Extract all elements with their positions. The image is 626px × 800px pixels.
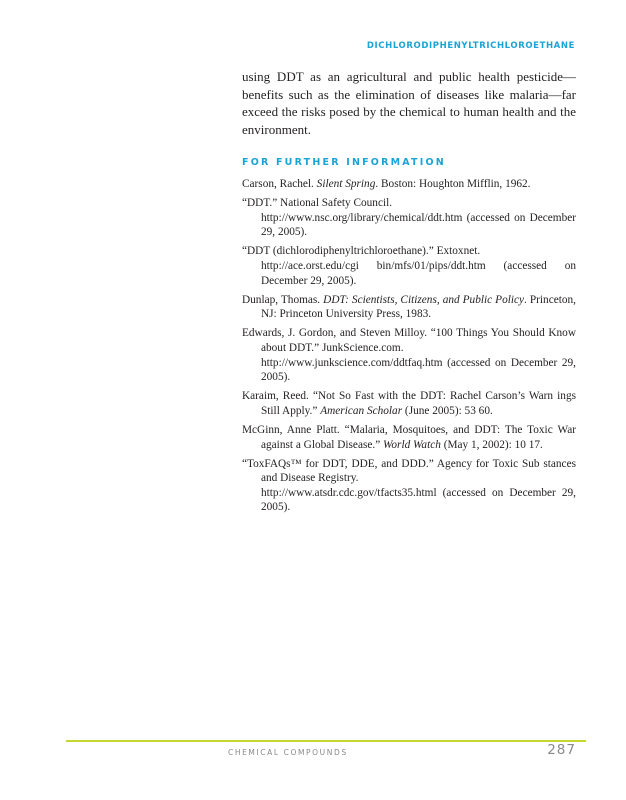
body-paragraph: using DDT as an agricultural and public health pesticide—benefits such as the elimination of diseases like malaria—far exceed the risks posed by the chemical to human health and the environment. bbox=[242, 69, 576, 137]
footer-rule bbox=[66, 740, 586, 742]
reference-list bbox=[242, 177, 576, 519]
section-heading: FOR FURTHER INFORMATION bbox=[242, 157, 446, 168]
reference-item: Dunlap, Thomas. DDT: Scientists, Citizens, and Public Policy. Princeton, NJ: Princeton University Press, 1983. bbox=[242, 293, 576, 321]
reference-url: http://www.junkscience.com/ddtfaq.htm (accessed on December 29, 2005). bbox=[261, 356, 576, 384]
reference-url: http://www.atsdr.cdc.gov/tfacts35.html (accessed on December 29, 2005). bbox=[261, 486, 576, 514]
reference-item: “ToxFAQs™ for DDT, DDE, and DDD.” Agency for Toxic Sub stances and Disease Registry. http://www.atsdr.cdc.gov/tfacts35.html (accessed on December 29, 2005). bbox=[242, 457, 576, 514]
page-number: 287 bbox=[547, 742, 576, 758]
reference-item: Carson, Rachel. Silent Spring. Boston: Houghton Mifflin, 1962. bbox=[242, 178, 531, 190]
reference-url: http://ace.orst.edu/cgi bin/mfs/01/pips/ddt.htm (accessed on December 29, 2005). bbox=[261, 259, 576, 287]
reference-item: McGinn, Anne Platt. “Malaria, Mosquitoes, and DDT: The Toxic War against a Global Disease.” World Watch (May 1, 2002): 10 17. bbox=[242, 423, 576, 451]
reference-url: http://www.nsc.org/library/chemical/ddt.htm (accessed on December 29, 2005). bbox=[261, 211, 576, 239]
running-head: DICHLORODIPHENYLTRICHLOROETHANE bbox=[366, 41, 575, 51]
reference-item: “DDT.” National Safety Council. http://www.nsc.org/library/chemical/ddt.htm (accessed on December 29, 2005). bbox=[242, 197, 576, 239]
reference-item: “DDT (dichlorodiphenyltrichloroethane).” Extoxnet. http://ace.orst.edu/cgi bin/mfs/01/pips/ddt.htm (accessed on December 29, 2005). bbox=[242, 245, 576, 287]
footer-section-label: CHEMICAL COMPOUNDS bbox=[228, 748, 348, 757]
reference-item: Karaim, Reed. “Not So Fast with the DDT: Rachel Carson’s Warn ings Still Apply.” American Scholar (June 2005): 53 60. bbox=[242, 390, 576, 417]
reference-item: Edwards, J. Gordon, and Steven Milloy. “100 Things You Should Know about DDT.” JunkScience.com. http://www.junkscience.com/ddtfaq.htm (accessed on December 29, 2005). bbox=[242, 327, 576, 384]
